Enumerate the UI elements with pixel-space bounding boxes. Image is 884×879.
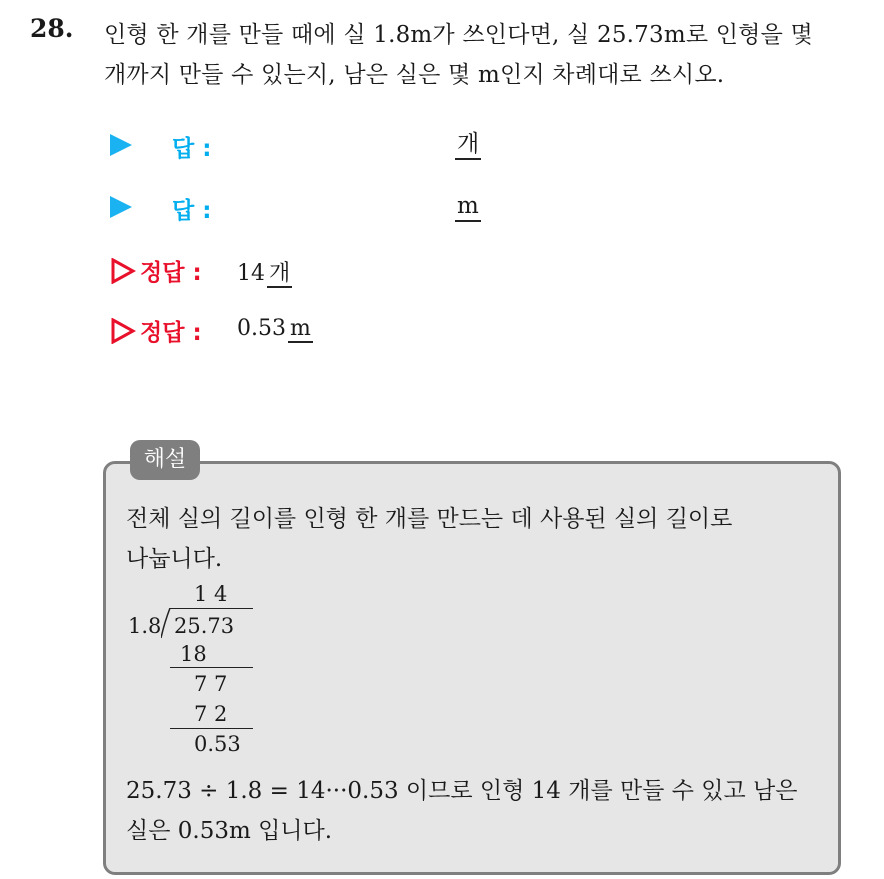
explanation-line-1: 전체 실의 길이를 인형 한 개를 만드는 데 사용된 실의 길이로 xyxy=(126,506,733,532)
question-text-line-2: 개까지 만들 수 있는지, 남은 실은 몇 m인지 차례대로 쓰시오. xyxy=(104,62,725,88)
division-line-2 xyxy=(170,728,253,729)
division-quotient: 1 4 xyxy=(194,582,228,606)
outline-arrow-icon xyxy=(110,258,136,284)
play-arrow-icon xyxy=(110,196,132,218)
answer-label: 답 : xyxy=(172,136,212,162)
explanation-tab: 해설 xyxy=(130,440,200,480)
division-step-2: 7 7 xyxy=(194,672,228,696)
correct-unit: m xyxy=(289,316,311,341)
play-arrow-icon xyxy=(110,134,132,156)
answer-unit: 개 xyxy=(455,130,481,160)
explanation-line-3: 25.73 ÷ 1.8 = 14···0.53 이므로 인형 14 개를 만들 수 있고 남은 xyxy=(126,778,798,804)
division-divisor: 1.8 xyxy=(128,614,162,638)
explanation-line-4: 실은 0.53m 입니다. xyxy=(126,818,333,844)
correct-number: 14 xyxy=(237,261,265,286)
correct-value xyxy=(237,316,313,341)
division-step-1: 18 xyxy=(180,642,207,666)
correct-label: 정답 : xyxy=(140,260,202,286)
answer-label: 답 : xyxy=(172,198,212,224)
outline-arrow-icon xyxy=(110,318,136,344)
division-top-bar xyxy=(170,608,253,609)
correct-value xyxy=(237,256,292,287)
division-bracket xyxy=(161,608,173,640)
question-number: 28. xyxy=(30,14,74,43)
explanation-line-2: 나눕니다. xyxy=(126,546,223,572)
division-line-1 xyxy=(170,667,253,668)
answer-unit: m xyxy=(455,192,481,222)
correct-label: 정답 : xyxy=(140,320,202,346)
division-step-3: 7 2 xyxy=(194,702,228,726)
division-dividend: 25.73 xyxy=(174,614,235,638)
correct-number: 0.53 xyxy=(237,316,286,341)
question-text-line-1: 인형 한 개를 만들 때에 실 1.8m가 쓰인다면, 실 25.73m로 인형을 몇 xyxy=(104,22,813,48)
correct-unit: 개 xyxy=(269,261,291,286)
division-remainder: 0.53 xyxy=(194,732,241,756)
